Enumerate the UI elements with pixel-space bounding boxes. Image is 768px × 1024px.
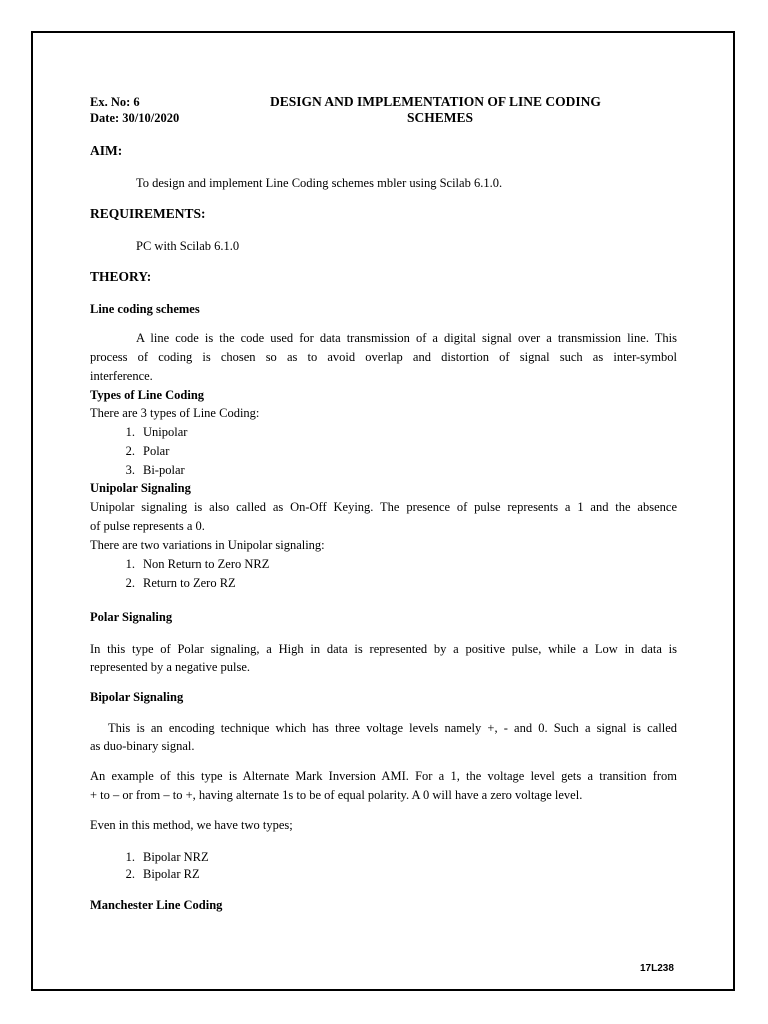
bipolar-line-1: This is an encoding technique which has three voltage levels namely +, - and 0. Such a signal is called: [108, 721, 677, 735]
intro-line-3: interference.: [90, 369, 153, 383]
list-item: 2. Polar: [125, 444, 170, 458]
list-item: 2. Bipolar RZ: [125, 867, 200, 881]
unipolar-line-1: Unipolar signaling is also called as On-Off Keying. The presence of pulse represents a 1 and the absence: [90, 500, 677, 514]
title-line-1: DESIGN AND IMPLEMENTATION OF LINE CODING: [270, 94, 601, 109]
theory-heading: THEORY:: [90, 269, 152, 284]
unipolar-heading: Unipolar Signaling: [90, 481, 191, 495]
requirements-text: PC with Scilab 6.1.0: [136, 239, 240, 253]
bipolar-line-2: as duo-binary signal.: [90, 739, 195, 753]
exercise-number: Ex. No: 6: [90, 95, 140, 109]
polar-line-2: represented by a negative pulse.: [90, 660, 251, 674]
list-item: 1. Bipolar NRZ: [125, 850, 209, 864]
exercise-date: Date: 30/10/2020: [90, 111, 180, 125]
unipolar-line-2: of pulse represents a 0.: [90, 519, 205, 533]
aim-text: To design and implement Line Coding schemes mbler using Scilab 6.1.0.: [136, 176, 503, 190]
polar-heading: Polar Signaling: [90, 610, 173, 624]
manchester-heading: Manchester Line Coding: [90, 898, 223, 912]
bipolar-heading: Bipolar Signaling: [90, 690, 184, 704]
intro-line-2: process of coding is chosen so as to avoid overlap and distortion of signal such as inter-symbol: [90, 350, 677, 364]
even-method-text: Even in this method, we have two types;: [90, 818, 293, 832]
list-item: 1. Unipolar: [125, 425, 188, 439]
unipolar-variations-intro: There are two variations in Unipolar signaling:: [90, 538, 325, 552]
intro-line-1: A line code is the code used for data transmission of a digital signal over a transmission line. This: [136, 331, 677, 345]
list-item: 2. Return to Zero RZ: [125, 576, 236, 590]
types-intro: There are 3 types of Line Coding:: [90, 406, 260, 420]
roll-number: 17L238: [640, 963, 674, 974]
types-heading: Types of Line Coding: [90, 388, 205, 402]
aim-heading: AIM:: [90, 143, 123, 158]
list-item: 3. Bi-polar: [125, 463, 185, 477]
line-coding-heading: Line coding schemes: [90, 302, 200, 316]
ami-line-1: An example of this type is Alternate Mark Inversion AMI. For a 1, the voltage level gets a transition from: [90, 769, 677, 783]
ami-line-2: + to – or from – to +, having alternate 1s to be of equal polarity. A 0 will have a zero voltage level.: [90, 788, 583, 802]
requirements-heading: REQUIREMENTS:: [90, 206, 206, 221]
list-item: 1. Non Return to Zero NRZ: [125, 557, 270, 571]
title-line-2: SCHEMES: [407, 110, 474, 125]
polar-line-1: In this type of Polar signaling, a High in data is represented by a positive pulse, while a Low in data is: [90, 642, 677, 656]
